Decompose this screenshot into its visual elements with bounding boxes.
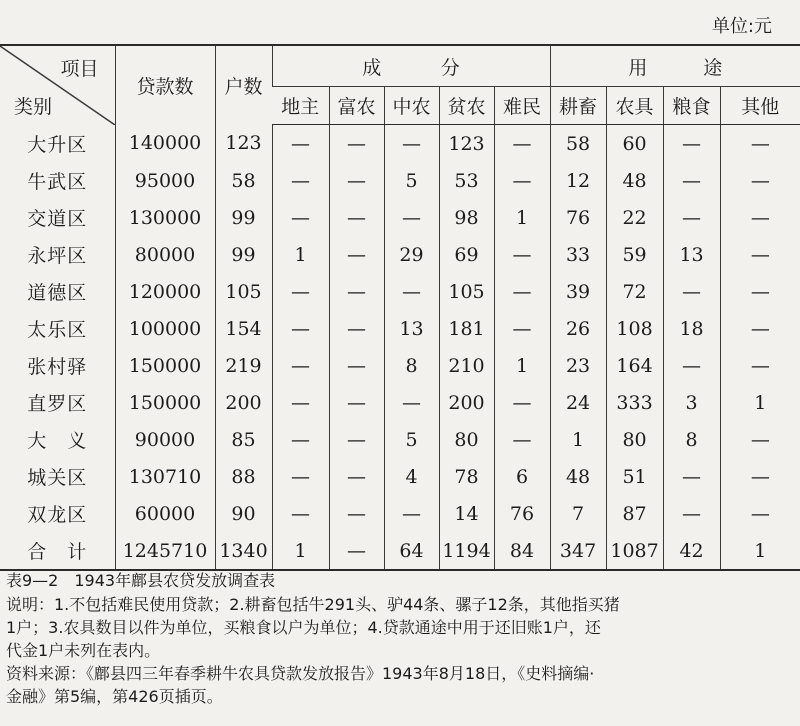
usage-other-cell: — bbox=[720, 495, 800, 532]
composition-middle-peasant-cell: 64 bbox=[384, 532, 439, 570]
households-cell: 99 bbox=[215, 199, 272, 236]
usage-livestock-cell: 347 bbox=[550, 532, 606, 570]
table-row bbox=[0, 495, 800, 532]
composition-rich-peasant-cell: — bbox=[329, 199, 384, 236]
table-row bbox=[0, 310, 800, 347]
usage-tools-cell: 1087 bbox=[606, 532, 663, 570]
usage-grain-cell: — bbox=[663, 495, 720, 532]
district-cell: 交道区 bbox=[27, 208, 88, 230]
corner-header-cell bbox=[0, 45, 115, 125]
households-cell: 88 bbox=[215, 458, 272, 495]
composition-poor-peasant-cell: 181 bbox=[439, 310, 494, 347]
composition-poor-peasant-cell: 14 bbox=[439, 495, 494, 532]
composition-refugee-cell: 6 bbox=[494, 458, 550, 495]
district-cell: 牛武区 bbox=[27, 171, 88, 193]
usage-tools-cell: 87 bbox=[606, 495, 663, 532]
composition-middle-peasant-cell: — bbox=[384, 273, 439, 310]
composition-rich-peasant-cell: — bbox=[329, 310, 384, 347]
usage-group-header bbox=[550, 45, 800, 87]
composition-header-char-2: 分 bbox=[440, 56, 460, 79]
unit-label: 单位:元 bbox=[711, 16, 772, 37]
usage-livestock-cell: 58 bbox=[550, 125, 606, 163]
composition-landlord-cell: 1 bbox=[272, 236, 329, 273]
composition-refugee-cell: 76 bbox=[494, 495, 550, 532]
composition-refugee-cell: — bbox=[494, 162, 550, 199]
composition-poor-peasant-cell: 123 bbox=[439, 125, 494, 163]
loan-cell: 150000 bbox=[115, 384, 215, 421]
composition-refugee-cell: — bbox=[494, 236, 550, 273]
usage-other-cell: — bbox=[720, 125, 800, 163]
usage-grain-header: 粮食 bbox=[663, 87, 720, 125]
usage-header-char-1: 用 bbox=[628, 56, 648, 79]
composition-refugee-cell: 1 bbox=[494, 347, 550, 384]
composition-middle-peasant-header: 中农 bbox=[384, 87, 439, 125]
district-cell: 直罗区 bbox=[27, 393, 88, 415]
composition-landlord-cell: — bbox=[272, 384, 329, 421]
caption-block bbox=[6, 569, 796, 708]
usage-tools-cell: 51 bbox=[606, 458, 663, 495]
composition-landlord-cell: 1 bbox=[272, 532, 329, 570]
households-cell: 90 bbox=[215, 495, 272, 532]
composition-middle-peasant-cell: — bbox=[384, 199, 439, 236]
loan-header: 贷款数 bbox=[115, 45, 215, 125]
usage-livestock-cell: 23 bbox=[550, 347, 606, 384]
composition-landlord-cell: — bbox=[272, 162, 329, 199]
source-line: 金融》第5编，第426页插页。 bbox=[6, 687, 223, 706]
composition-rich-peasant-cell: — bbox=[329, 347, 384, 384]
usage-grain-cell: 18 bbox=[663, 310, 720, 347]
composition-refugee-cell: — bbox=[494, 384, 550, 421]
composition-refugee-cell: — bbox=[494, 273, 550, 310]
note-line: 说明：1.不包括难民使用贷款；2.耕畜包括牛291头、驴44条、骡子12条，其他指买猪 bbox=[6, 595, 620, 614]
composition-middle-peasant-cell: — bbox=[384, 384, 439, 421]
usage-other-cell: — bbox=[720, 310, 800, 347]
composition-poor-peasant-cell: 105 bbox=[439, 273, 494, 310]
households-header: 户数 bbox=[215, 45, 272, 125]
usage-other-cell: 1 bbox=[720, 532, 800, 570]
loan-cell: 60000 bbox=[115, 495, 215, 532]
composition-poor-peasant-cell: 210 bbox=[439, 347, 494, 384]
composition-middle-peasant-cell: 13 bbox=[384, 310, 439, 347]
households-cell: 58 bbox=[215, 162, 272, 199]
households-cell: 1340 bbox=[215, 532, 272, 570]
composition-refugee-cell: 1 bbox=[494, 199, 550, 236]
table-row bbox=[0, 236, 800, 273]
composition-poor-peasant-cell: 53 bbox=[439, 162, 494, 199]
usage-other-cell: — bbox=[720, 236, 800, 273]
table-row bbox=[0, 532, 800, 570]
usage-grain-cell: — bbox=[663, 347, 720, 384]
composition-poor-peasant-cell: 1194 bbox=[439, 532, 494, 570]
usage-livestock-cell: 48 bbox=[550, 458, 606, 495]
usage-other-cell: — bbox=[720, 273, 800, 310]
usage-grain-cell: 3 bbox=[663, 384, 720, 421]
composition-rich-peasant-cell: — bbox=[329, 273, 384, 310]
loan-cell: 90000 bbox=[115, 421, 215, 458]
note-line: 代金1户未列在表内。 bbox=[6, 641, 161, 660]
composition-rich-peasant-cell: — bbox=[329, 125, 384, 163]
loan-cell: 140000 bbox=[115, 125, 215, 163]
usage-grain-cell: — bbox=[663, 162, 720, 199]
composition-refugee-cell: 84 bbox=[494, 532, 550, 570]
loan-cell: 150000 bbox=[115, 347, 215, 384]
usage-grain-cell: 42 bbox=[663, 532, 720, 570]
usage-header-char-2: 途 bbox=[703, 56, 723, 79]
composition-middle-peasant-cell: 5 bbox=[384, 421, 439, 458]
district-cell: 合 计 bbox=[0, 532, 115, 570]
usage-tools-header: 农具 bbox=[606, 87, 663, 125]
loan-cell: 1245710 bbox=[115, 532, 215, 570]
loan-cell: 120000 bbox=[115, 273, 215, 310]
composition-landlord-cell: — bbox=[272, 421, 329, 458]
table-row bbox=[0, 125, 800, 163]
loan-cell: 130000 bbox=[115, 199, 215, 236]
usage-livestock-cell: 26 bbox=[550, 310, 606, 347]
households-cell: 200 bbox=[215, 384, 272, 421]
usage-livestock-cell: 39 bbox=[550, 273, 606, 310]
usage-grain-cell: — bbox=[663, 199, 720, 236]
composition-poor-peasant-cell: 69 bbox=[439, 236, 494, 273]
composition-poor-peasant-cell: 200 bbox=[439, 384, 494, 421]
table-row bbox=[0, 458, 800, 495]
usage-livestock-cell: 76 bbox=[550, 199, 606, 236]
composition-rich-peasant-cell: — bbox=[329, 162, 384, 199]
table-row bbox=[0, 199, 800, 236]
usage-other-cell: 1 bbox=[720, 384, 800, 421]
composition-middle-peasant-cell: 29 bbox=[384, 236, 439, 273]
composition-landlord-cell: — bbox=[272, 273, 329, 310]
usage-other-header: 其他 bbox=[720, 87, 800, 125]
district-cell: 道德区 bbox=[27, 282, 88, 304]
district-cell: 永坪区 bbox=[27, 245, 88, 267]
usage-other-cell: — bbox=[720, 162, 800, 199]
header-row-1 bbox=[0, 45, 800, 87]
composition-refugee-cell: — bbox=[494, 310, 550, 347]
corner-header-bottom: 类别 bbox=[14, 95, 53, 118]
composition-rich-peasant-cell: — bbox=[329, 236, 384, 273]
composition-landlord-header: 地主 bbox=[272, 87, 329, 125]
source-line: 资料来源：《鄜县四三年春季耕牛农具贷款发放报告》1943年8月18日，《史料摘编· bbox=[6, 664, 595, 683]
district-cell: 大 义 bbox=[27, 430, 88, 452]
composition-rich-peasant-header: 富农 bbox=[329, 87, 384, 125]
usage-grain-cell: — bbox=[663, 125, 720, 163]
loan-cell: 130710 bbox=[115, 458, 215, 495]
composition-landlord-cell: — bbox=[272, 458, 329, 495]
usage-livestock-header: 耕畜 bbox=[550, 87, 606, 125]
composition-refugee-cell: — bbox=[494, 125, 550, 163]
table-row bbox=[0, 384, 800, 421]
composition-middle-peasant-cell: — bbox=[384, 495, 439, 532]
table-title: 表9—2 1943年鄜县农贷发放调查表 bbox=[6, 571, 276, 590]
note-line: 1户；3.农具数目以件为单位，买粮食以户为单位；4.贷款通途中用于还旧账1户，还 bbox=[6, 618, 601, 637]
composition-rich-peasant-cell: — bbox=[329, 495, 384, 532]
district-cell: 大升区 bbox=[27, 133, 88, 156]
table-row bbox=[0, 421, 800, 458]
composition-landlord-cell: — bbox=[272, 199, 329, 236]
loan-cell: 100000 bbox=[115, 310, 215, 347]
composition-landlord-cell: — bbox=[272, 347, 329, 384]
usage-tools-cell: 22 bbox=[606, 199, 663, 236]
composition-poor-peasant-cell: 98 bbox=[439, 199, 494, 236]
loan-cell: 95000 bbox=[115, 162, 215, 199]
usage-other-cell: — bbox=[720, 347, 800, 384]
composition-group-header bbox=[272, 45, 550, 87]
usage-grain-cell: 8 bbox=[663, 421, 720, 458]
usage-livestock-cell: 33 bbox=[550, 236, 606, 273]
usage-tools-cell: 60 bbox=[606, 125, 663, 163]
composition-landlord-cell: — bbox=[272, 125, 329, 163]
district-cell: 太乐区 bbox=[27, 319, 88, 341]
usage-tools-cell: 72 bbox=[606, 273, 663, 310]
composition-middle-peasant-cell: 4 bbox=[384, 458, 439, 495]
composition-refugee-cell: — bbox=[494, 421, 550, 458]
usage-tools-cell: 48 bbox=[606, 162, 663, 199]
usage-tools-cell: 164 bbox=[606, 347, 663, 384]
table-body bbox=[0, 125, 800, 571]
composition-poor-peasant-header: 贫农 bbox=[439, 87, 494, 125]
usage-tools-cell: 108 bbox=[606, 310, 663, 347]
usage-grain-cell: 13 bbox=[663, 236, 720, 273]
composition-header-char-1: 成 bbox=[362, 56, 382, 79]
composition-middle-peasant-cell: — bbox=[384, 125, 439, 163]
district-cell: 城关区 bbox=[27, 467, 88, 489]
table-row bbox=[0, 273, 800, 310]
households-cell: 99 bbox=[215, 236, 272, 273]
corner-header-top: 项目 bbox=[60, 58, 99, 80]
usage-tools-cell: 80 bbox=[606, 421, 663, 458]
households-cell: 85 bbox=[215, 421, 272, 458]
households-cell: 105 bbox=[215, 273, 272, 310]
table-row bbox=[0, 347, 800, 384]
composition-poor-peasant-cell: 78 bbox=[439, 458, 494, 495]
usage-tools-cell: 59 bbox=[606, 236, 663, 273]
usage-tools-cell: 333 bbox=[606, 384, 663, 421]
composition-landlord-cell: — bbox=[272, 495, 329, 532]
households-cell: 154 bbox=[215, 310, 272, 347]
usage-other-cell: — bbox=[720, 199, 800, 236]
usage-livestock-cell: 1 bbox=[550, 421, 606, 458]
composition-middle-peasant-cell: 8 bbox=[384, 347, 439, 384]
households-cell: 219 bbox=[215, 347, 272, 384]
composition-middle-peasant-cell: 5 bbox=[384, 162, 439, 199]
loan-cell: 80000 bbox=[115, 236, 215, 273]
usage-livestock-cell: 7 bbox=[550, 495, 606, 532]
usage-livestock-cell: 12 bbox=[550, 162, 606, 199]
district-cell: 双龙区 bbox=[27, 504, 88, 526]
composition-rich-peasant-cell: — bbox=[329, 532, 384, 570]
composition-refugee-header: 难民 bbox=[494, 87, 550, 125]
composition-rich-peasant-cell: — bbox=[329, 421, 384, 458]
usage-other-cell: — bbox=[720, 421, 800, 458]
district-cell: 张村驿 bbox=[27, 356, 88, 378]
usage-grain-cell: — bbox=[663, 273, 720, 310]
composition-landlord-cell: — bbox=[272, 310, 329, 347]
composition-poor-peasant-cell: 80 bbox=[439, 421, 494, 458]
usage-livestock-cell: 24 bbox=[550, 384, 606, 421]
loan-table bbox=[0, 44, 800, 571]
table-row bbox=[0, 162, 800, 199]
usage-grain-cell: — bbox=[663, 458, 720, 495]
usage-other-cell: — bbox=[720, 458, 800, 495]
composition-rich-peasant-cell: — bbox=[329, 458, 384, 495]
households-cell: 123 bbox=[215, 125, 272, 163]
composition-rich-peasant-cell: — bbox=[329, 384, 384, 421]
